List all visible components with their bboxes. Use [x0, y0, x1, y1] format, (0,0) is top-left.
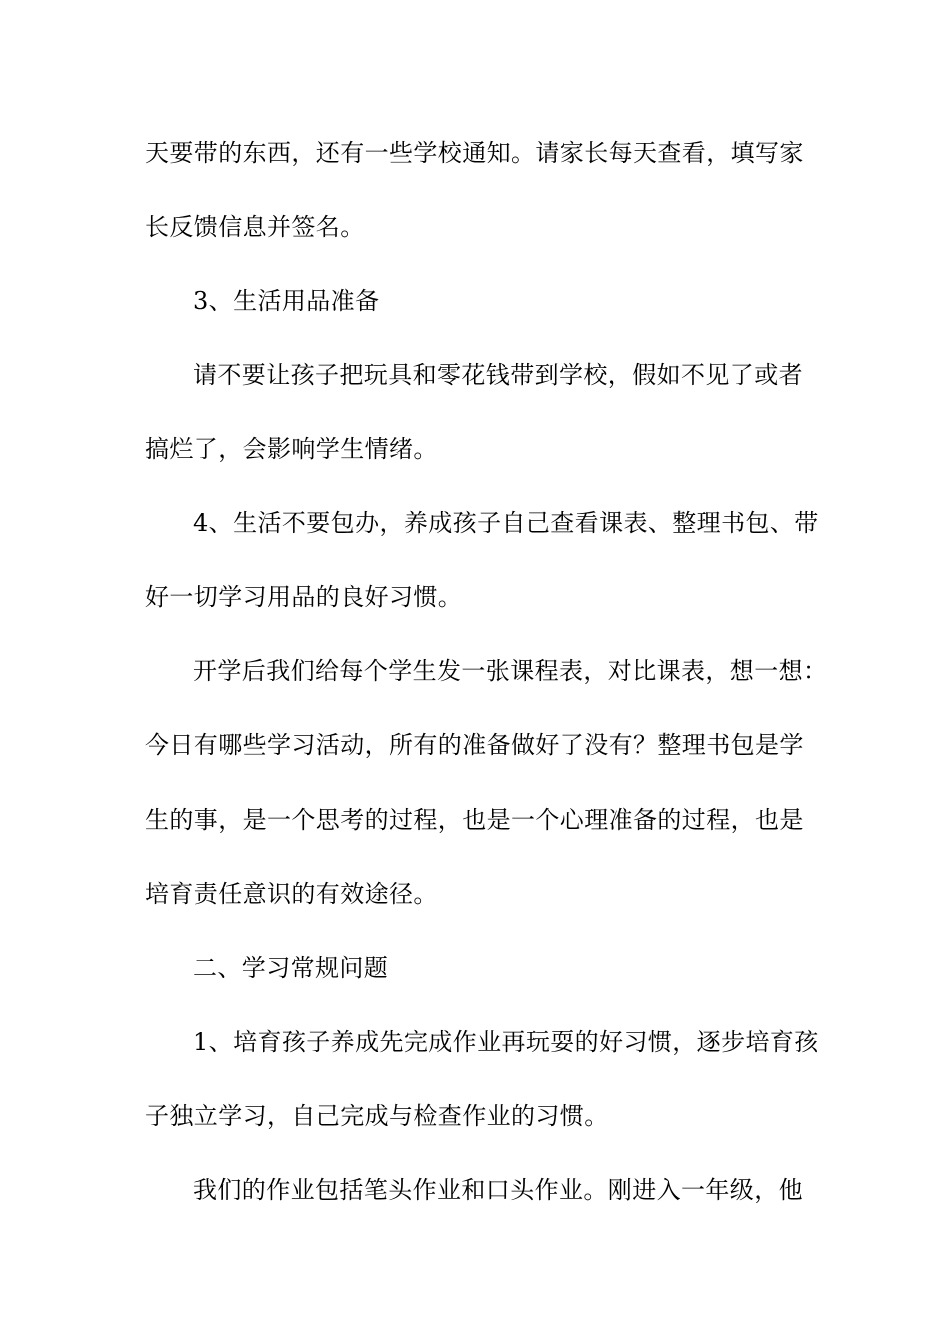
body-text-line: 天要带的东西，还有一些学校通知。请家长每天查看，填写家: [145, 139, 804, 167]
body-text-line: 子独立学习，自己完成与检查作业的习惯。: [145, 1102, 609, 1130]
body-text-line: 4、生活不要包办，养成孩子自己查看课表、整理书包、带: [193, 509, 819, 537]
body-text-line: 搞烂了，会影响学生情绪。: [145, 435, 438, 463]
body-text-line: 开学后我们给每个学生发一张课程表，对比课表，想一想：: [193, 657, 828, 685]
body-text-line: 生的事，是一个思考的过程，也是一个心理准备的过程，也是: [145, 806, 804, 834]
section-heading: 3、生活用品准备: [193, 287, 380, 315]
section-heading: 二、学习常规问题: [193, 954, 389, 982]
body-text-line: 我们的作业包括笔头作业和口头作业。刚进入一年级，他: [193, 1176, 803, 1204]
body-text-line: 长反馈信息并签名。: [145, 213, 365, 241]
body-text-line: 培育责任意识的有效途径。: [145, 880, 438, 908]
body-text-line: 今日有哪些学习活动，所有的准备做好了没有？整理书包是学: [145, 731, 804, 759]
body-text-line: 1、培育孩子养成先完成作业再玩耍的好习惯，逐步培育孩: [193, 1028, 819, 1056]
body-text-line: 好一切学习用品的良好习惯。: [145, 583, 463, 611]
body-text-line: 请不要让孩子把玩具和零花钱带到学校，假如不见了或者: [193, 361, 803, 389]
